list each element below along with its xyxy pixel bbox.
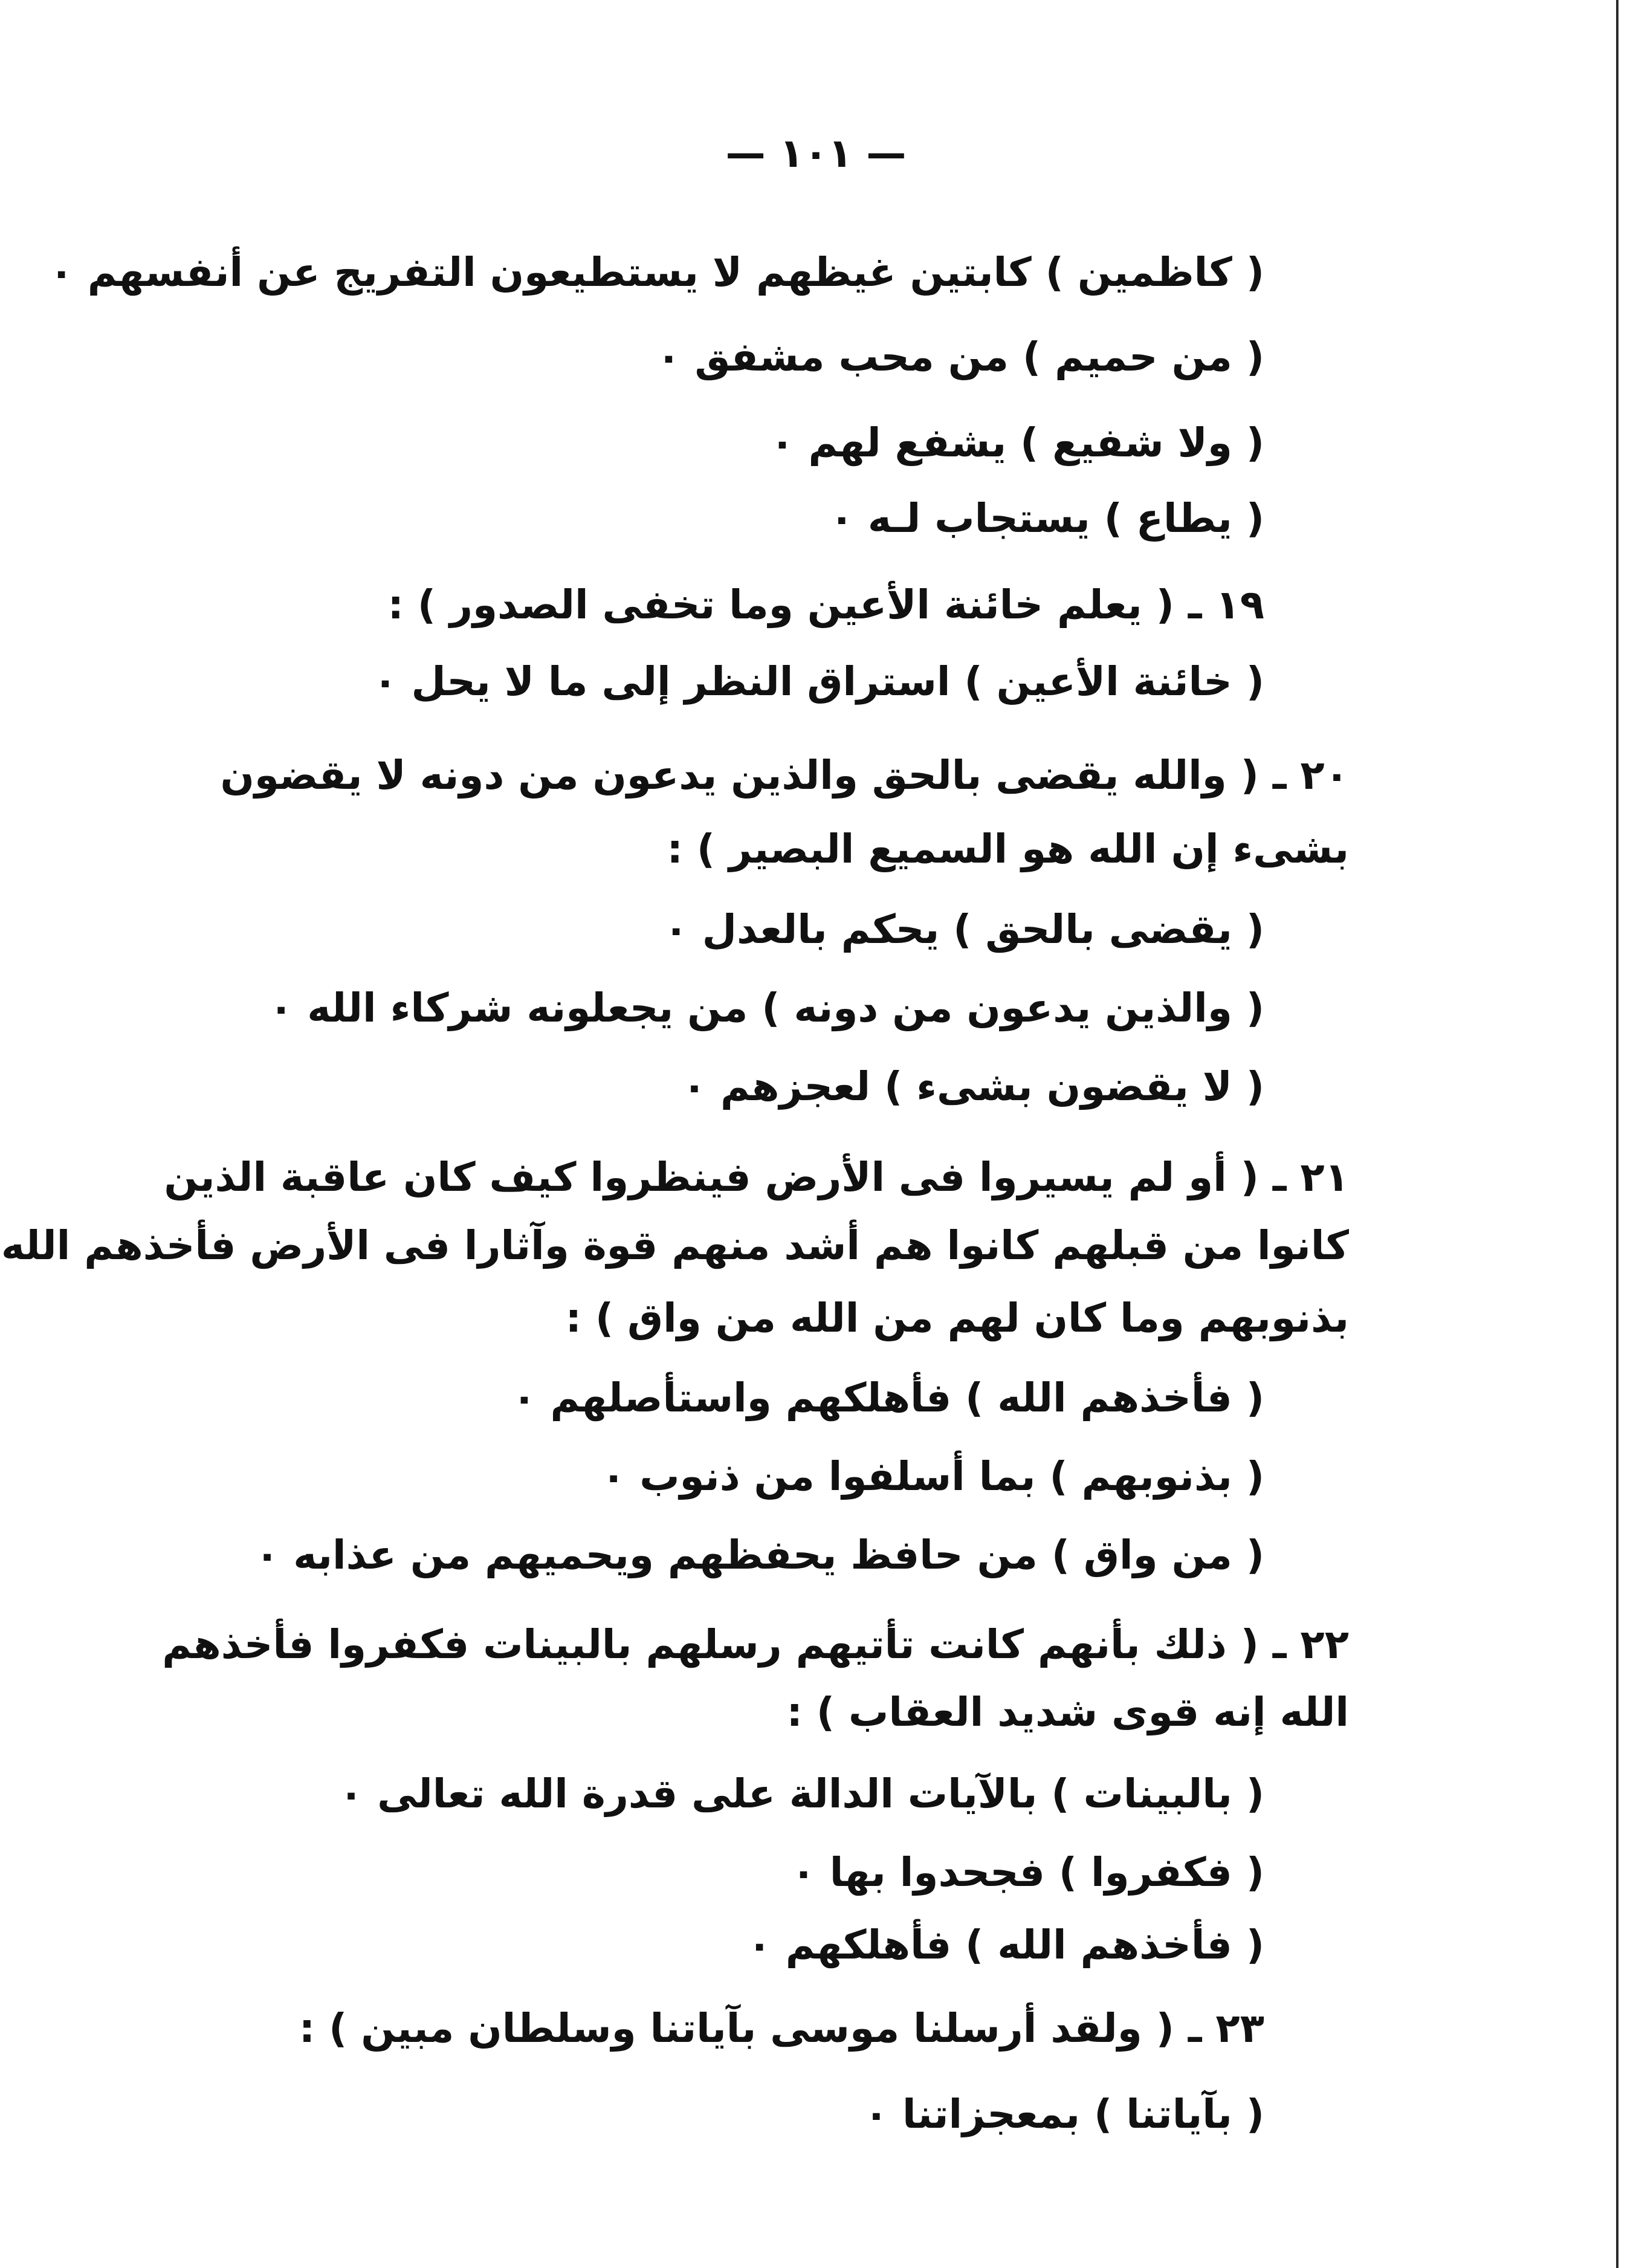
text-line: ( يقضى بالحق ) يحكم بالعدل ٠ (664, 906, 1264, 953)
text-line: ( بذنوبهم ) بما أسلفوا من ذنوب ٠ (601, 1453, 1264, 1500)
text-line: ( فأخذهم الله ) فأهلكهم واستأصلهم ٠ (512, 1375, 1264, 1421)
page-number: — ١٠١ — (725, 130, 907, 177)
text-line: ( لا يقضون بشىء ) لعجزهم ٠ (682, 1063, 1264, 1110)
text-line: كانوا من قبلهم كانوا هم أشد منهم قوة وآثارا فى الأرض فأخذهم الله (1, 1222, 1349, 1269)
text-line: بشىء إن الله هو السميع البصير ) : (667, 826, 1349, 872)
text-line: بذنوبهم وما كان لهم من الله من واق ) : (565, 1295, 1349, 1341)
text-line: ( بآياتنا ) بمعجزاتنا ٠ (864, 2091, 1264, 2137)
scan-edge-line (1616, 0, 1618, 2268)
text-line: ( فكفروا ) فجحدوا بها ٠ (791, 1849, 1264, 1896)
text-line: ( من واق ) من حافظ يحفظهم ويحميهم من عذابه ٠ (254, 1532, 1264, 1578)
text-line: ( فأخذهم الله ) فأهلكهم ٠ (747, 1922, 1264, 1968)
text-line: ٢١ ـ ( أو لم يسيروا فى الأرض فينظروا كيف كان عاقبة الذين (164, 1154, 1349, 1200)
text-line: ( ولا شفيع ) يشفع لهم ٠ (770, 420, 1264, 466)
text-line: ٢٢ ـ ( ذلك بأنهم كانت تأتيهم رسلهم بالبينات فكفروا فأخذهم (162, 1621, 1349, 1668)
text-line: ( بالبينات ) بالآيات الدالة على قدرة الله تعالى ٠ (338, 1771, 1264, 1817)
text-line: ١٩ ـ ( يعلم خائنة الأعين وما تخفى الصدور ) : (387, 582, 1264, 628)
text-line: ( والذين يدعون من دونه ) من يجعلونه شركاء الله ٠ (268, 985, 1264, 1031)
text-line: الله إنه قوى شديد العقاب ) : (786, 1689, 1349, 1735)
text-line: ٢٠ ـ ( والله يقضى بالحق والذين يدعون من دونه لا يقضون (220, 752, 1349, 799)
text-line: ( من حميم ) من محب مشفق ٠ (656, 334, 1264, 380)
text-line: ( خائنة الأعين ) استراق النظر إلى ما لا يحل ٠ (373, 658, 1264, 705)
text-line: ( يطاع ) يستجاب لـه ٠ (829, 495, 1264, 542)
text-line: ٢٣ ـ ( ولقد أرسلنا موسى بآياتنا وسلطان مبين ) : (299, 2005, 1264, 2052)
text-line: ( كاظمين ) كابتين غيظهم لا يستطيعون التفريج عن أنفسهم ٠ (49, 249, 1264, 296)
